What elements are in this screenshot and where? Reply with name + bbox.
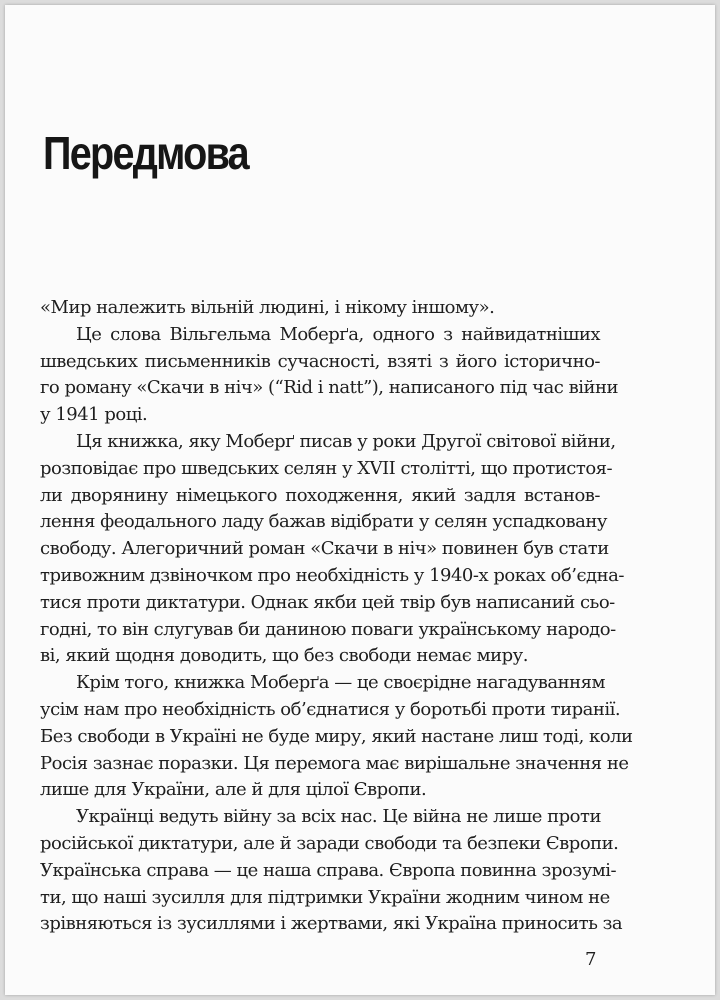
text-line: го роману «Скачи в ніч» (“Rid i natt”), написаного під час війни <box>40 377 618 399</box>
text-line: ти, що наші зусилля для підтримки України жодним чином не <box>40 886 610 908</box>
page-title: Передмова <box>43 127 248 179</box>
text-line: зрівняються із зусиллями і жертвами, які Україна приносить за <box>40 913 623 935</box>
book-page <box>5 5 715 995</box>
text-line: Росія зазнає поразки. Ця перемога має вирішальне значення не <box>40 752 629 774</box>
text-line: Українська справа — це наша справа. Європа повинна зрозумі- <box>40 859 617 881</box>
text-line: розповідає про шведських селян у XVII столітті, що протистоя- <box>40 457 613 479</box>
text-line: «Мир належить вільній людині, і нікому іншому». <box>40 297 495 318</box>
page-number: 7 <box>585 949 597 970</box>
text-line: тися проти диктатури. Однак якби цей твір був написаний сьо- <box>40 591 615 613</box>
text-line: Українці ведуть війну за всіх нас. Це війна не лише проти <box>76 806 601 828</box>
text-line: лення феодального ладу бажав відібрати у селян успадковану <box>40 511 607 533</box>
text-line: тривожним дзвіночком про необхідність у 1940-х роках об’єдна- <box>40 564 624 586</box>
body-text <box>40 295 633 938</box>
text-line: шведських письменників сучасності, взяті з його історично- <box>40 350 600 372</box>
text-line: ві, який щодня доводить, що без свободи немає миру. <box>40 645 528 667</box>
text-line: російської диктатури, але й заради свободи та безпеки Європи. <box>40 832 619 854</box>
text-line: Крім того, книжка Моберґа — це своєрідне нагадуванням <box>76 672 606 694</box>
text-line: свободу. Алегоричний роман «Скачи в ніч» повинен був стати <box>40 538 609 560</box>
text-line: Ця книжка, яку Моберґ писав у роки Другої світової війни, <box>76 430 616 452</box>
text-line: у 1941 році. <box>40 404 148 426</box>
text-line: лише для України, але й для цілої Європи. <box>40 779 427 801</box>
text-line: Це слова Вільгельма Моберґа, одного з найвидатніших <box>76 323 600 345</box>
text-line: усім нам про необхідність об’єднатися у боротьбі проти тиранії. <box>40 698 621 720</box>
text-line: годні, то він слугував би даниною поваги українському народо- <box>40 618 616 640</box>
text-line: Без свободи в Україні не буде миру, який настане лиш тоді, коли <box>40 725 633 747</box>
text-line: ли дворянину німецького походження, який задля встанов- <box>40 484 600 506</box>
